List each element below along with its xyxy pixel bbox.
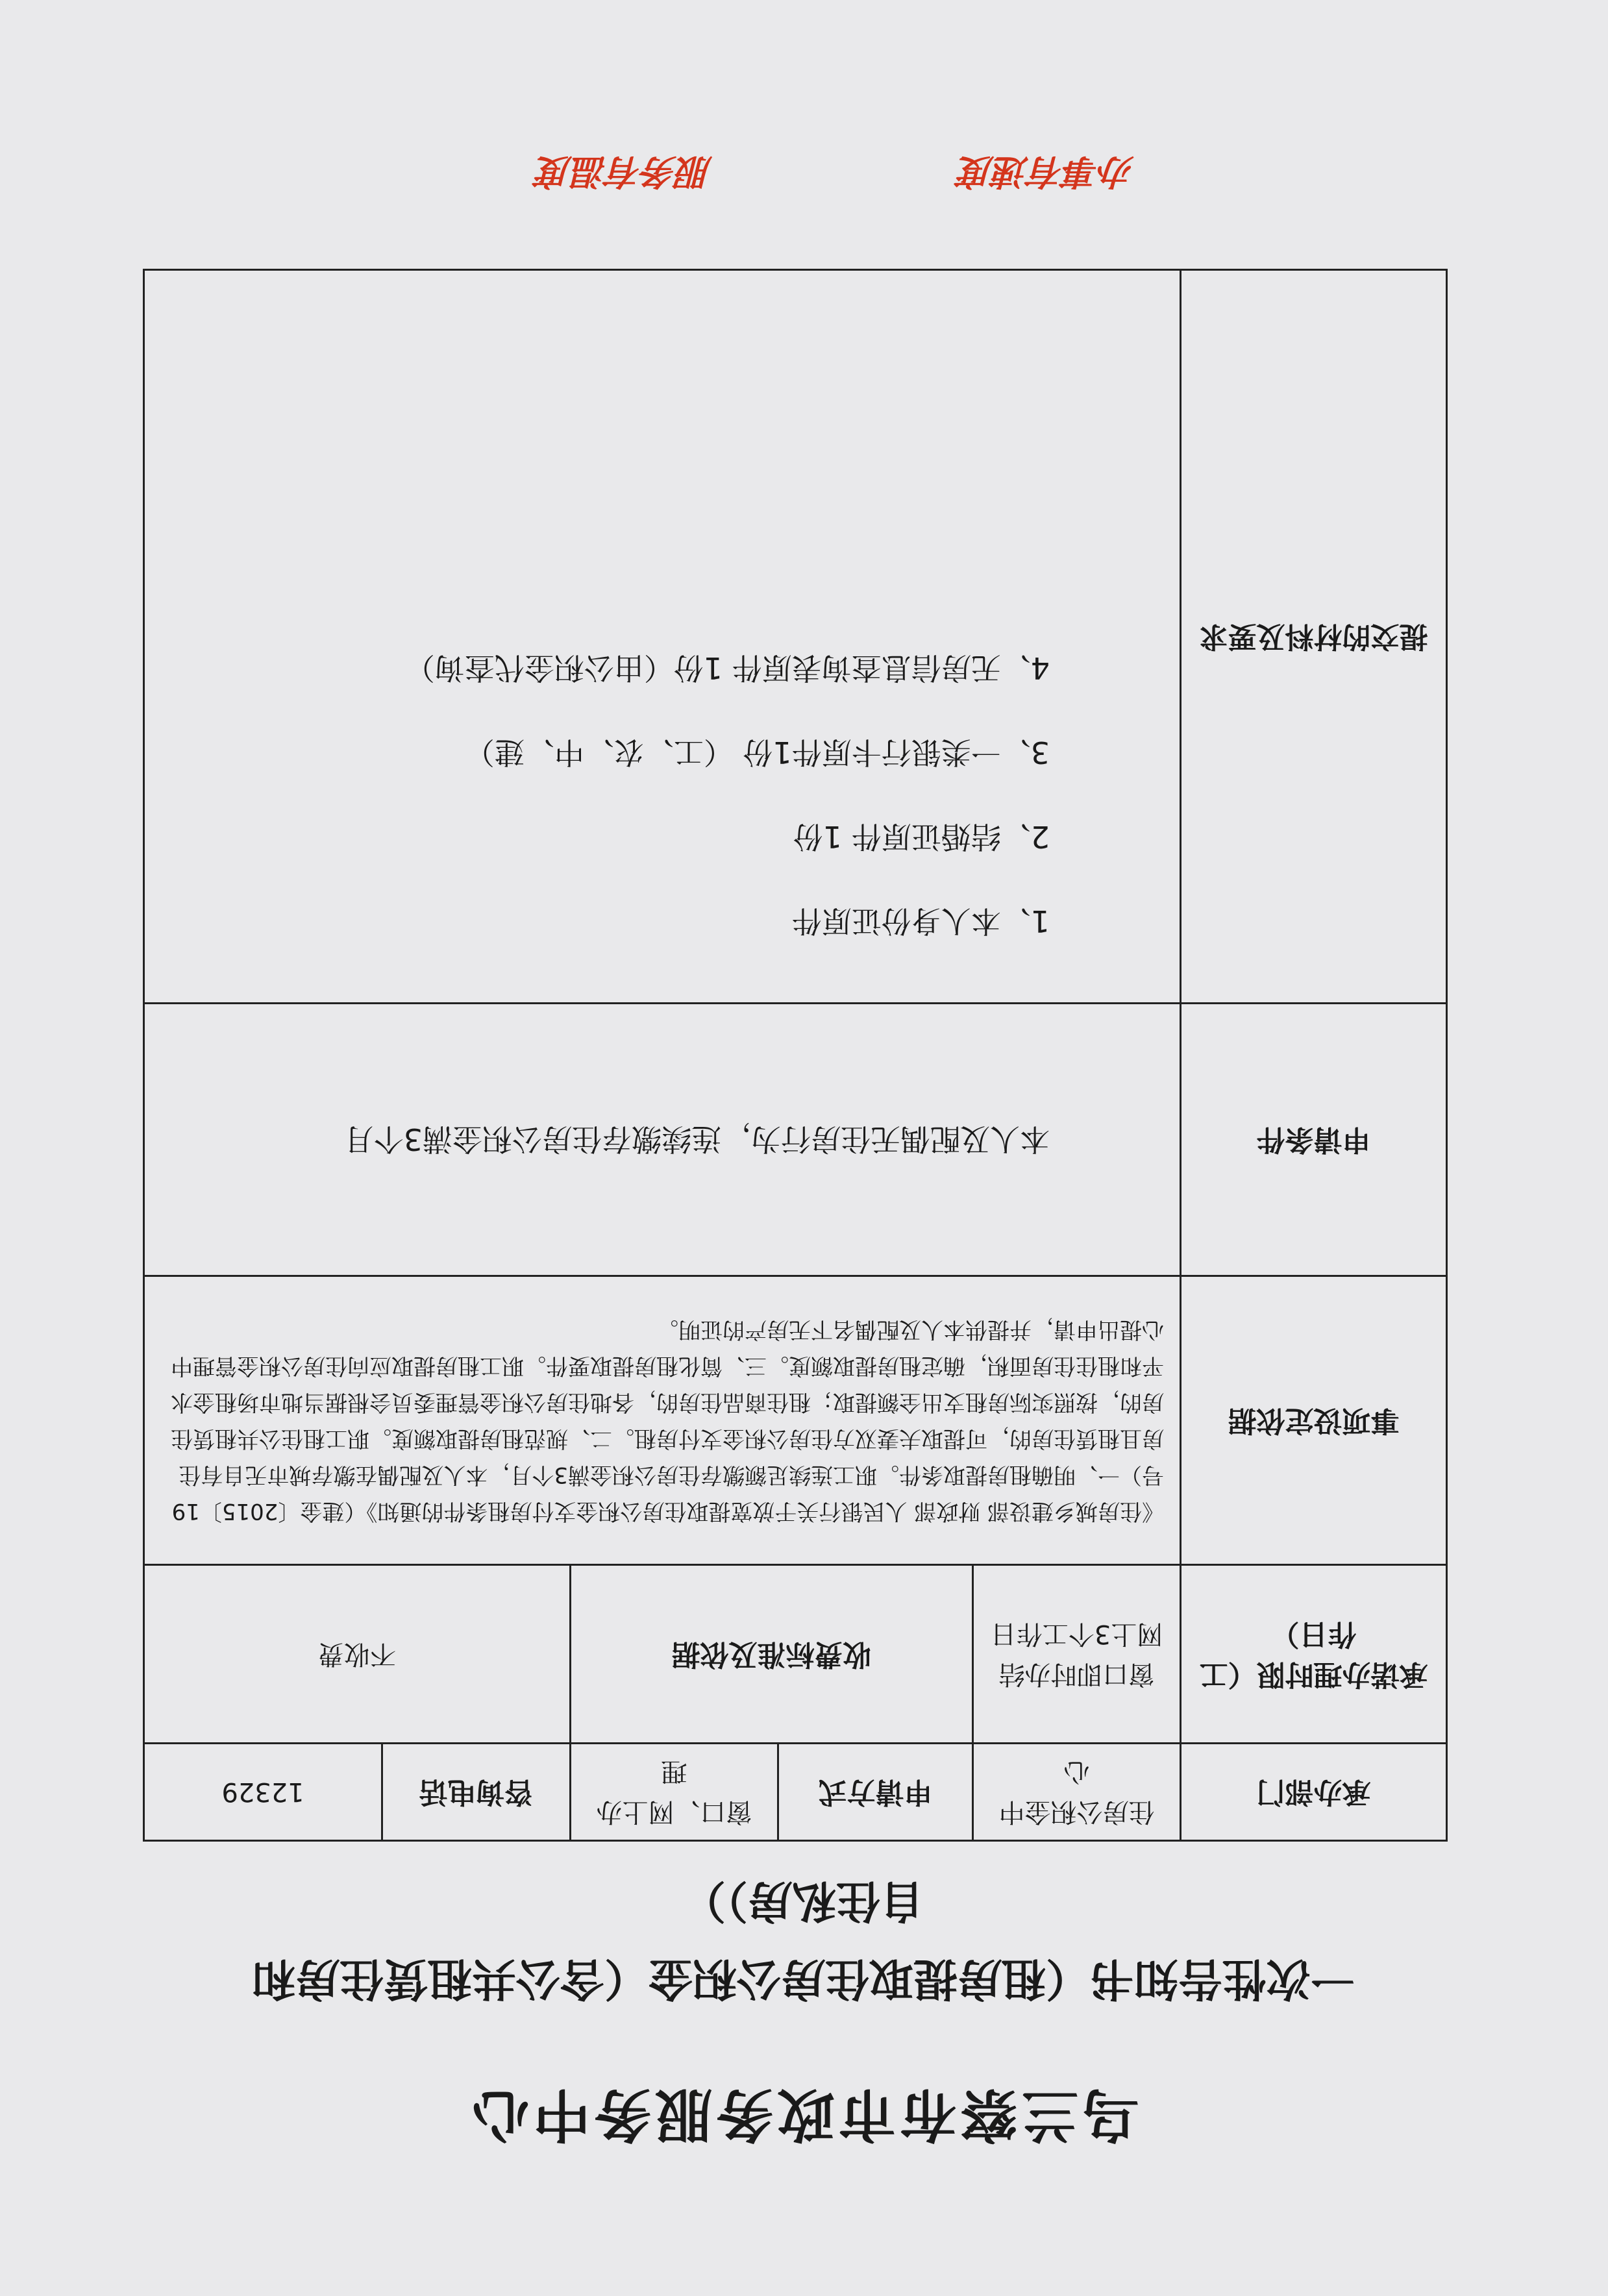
page-subtitle: 一次性告知书（租房提取住房公积金（含公共租赁住房和自住私房）） [251, 1875, 1355, 2004]
phone-label: 咨询电话 [382, 1744, 571, 1841]
page-title: 乌兰察布市政务服务中心 [468, 2081, 1140, 2148]
list-item: 1、本人身份证原件 [791, 904, 1050, 939]
condition-value: 本人及配偶无住房行为，连续缴存住房公积金满3个月 [144, 1004, 1181, 1276]
fee-label: 收费标准及依据 [571, 1565, 973, 1744]
dept-value: 住房公积金中心 [973, 1744, 1181, 1841]
basis-label: 事项设定依据 [1181, 1276, 1447, 1565]
condition-label: 申请条件 [1181, 1004, 1447, 1276]
fee-value: 不收费 [144, 1565, 571, 1744]
notice-table [143, 269, 1448, 1842]
list-item: 3、一类银行卡原件1份 （工、农、中、建） [464, 735, 1050, 770]
apply-method-label: 申请方式 [778, 1744, 973, 1841]
table-row [144, 1004, 1447, 1276]
slogan-left: 办事有速度 [959, 151, 1134, 192]
basis-value: 《住房城乡建设部 财政部 人民银行关于放宽提取住房公积金支付房租条件的通知》（建金〔2015〕19号）一、明确租房提取条件。职工连续足额缴存住房公积金满3个月，本人及配偶在缴存城市无自有住房且租赁住房的，可提取夫妻双方住房公积金支付房租。二、规范租房提取额度。职工租住公共租赁住房的，按照实际房租支出全额提取；租住商品住房的，各地住房公积金管理委员会根据当地市场租金水平和租住住房面积，确定租房提取额度。三、简化租房提取要件。职工租房提取应向住房公积金管理中心提出申请，并提供本人及配偶名下无房产的证明。 [144, 1276, 1181, 1565]
time-limit-label: 承诺办理时限（工作日） [1181, 1565, 1447, 1744]
table-row [144, 1565, 1447, 1744]
list-item: 2、结婚证原件 1份 [793, 819, 1050, 854]
apply-method-value: 窗口、网上办理 [571, 1744, 778, 1841]
time-limit-value: 窗口即时办结 网上3个工作日 [973, 1565, 1181, 1744]
materials-list [144, 270, 1181, 1004]
dept-label: 承办部门 [1181, 1744, 1447, 1841]
table-row [144, 270, 1447, 1004]
materials-label: 提交的材料及要求 [1181, 270, 1447, 1004]
phone-value: 12329 [144, 1744, 382, 1841]
list-item: 4、无房信息查询表原件 1份（由公积金代查询） [404, 650, 1050, 685]
table-row [144, 1276, 1447, 1565]
slogan-right: 服务有温度 [537, 151, 712, 192]
table-row [144, 1744, 1447, 1841]
